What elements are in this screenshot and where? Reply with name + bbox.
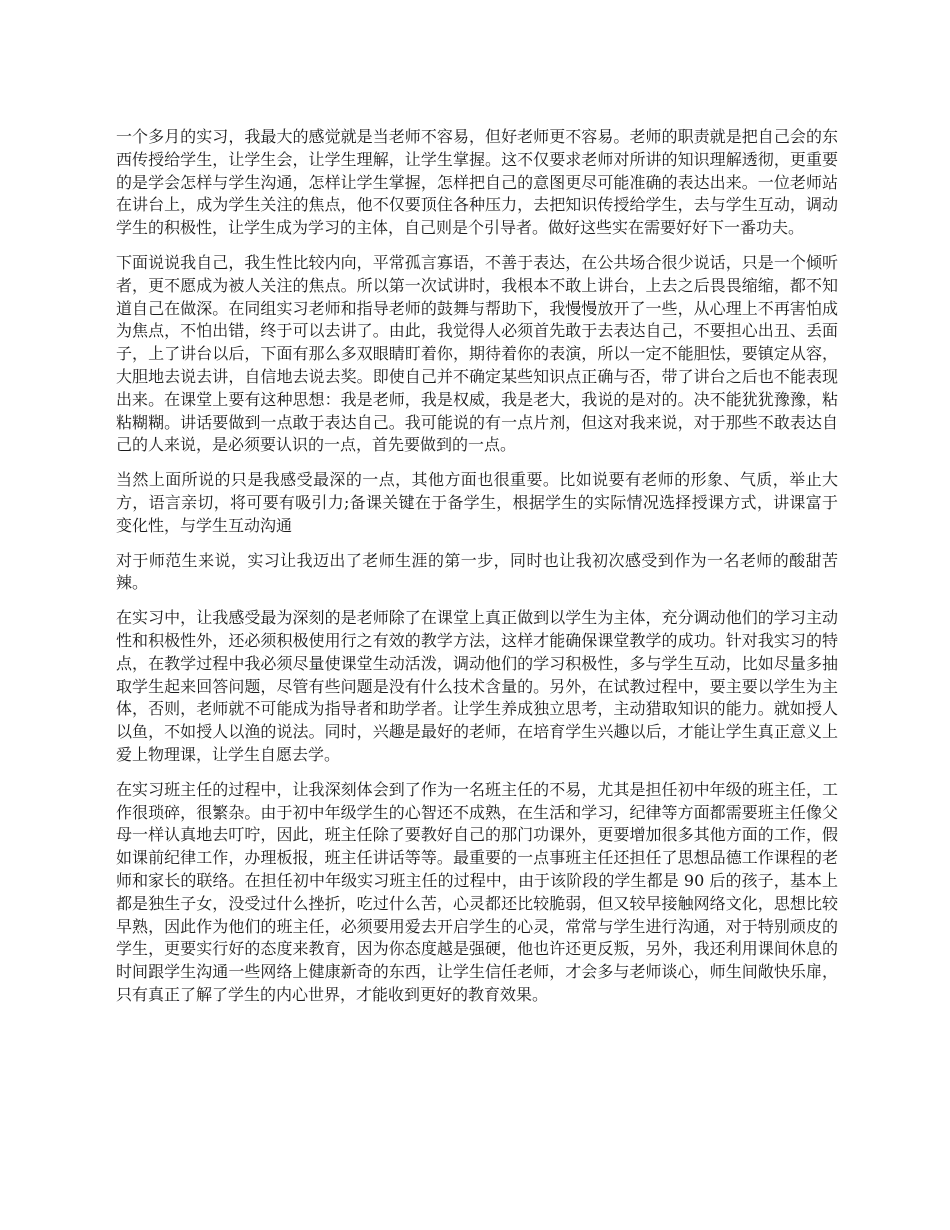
document-body xyxy=(116,126,838,1019)
paragraph-4: 对于师范生来说，实习让我迈出了老师生涯的第一步，同时也让我初次感受到作为一名老师的酸甜苦辣。 xyxy=(116,550,838,593)
paragraph-1: 一个多月的实习，我最大的感觉就是当老师不容易，但好老师更不容易。老师的职责就是把自己会的东西传授给学生，让学生会，让学生理解，让学生掌握。这不仅要求老师对所讲的知识理解透彻，更重要的是学会怎样与学生沟通，怎样让学生掌握，怎样把自己的意图更尽可能准确的表达出来。一位老师站在讲台上，成为学生关注的焦点，他不仅要顶住各种压力，去把知识传授给学生，去与学生互动，调动学生的积极性，让学生成为学习的主体，自己则是个引导者。做好这些实在需要好好下一番功夫。 xyxy=(116,127,838,238)
paragraph-2: 下面说说我自己，我生性比较内向，平常孤言寡语，不善于表达，在公共场合很少说话，只是一个倾听者，更不愿成为被人关注的焦点。所以第一次试讲时，我根本不敢上讲台，上去之后畏畏缩缩，都不知道自己在做深。在同组实习老师和指导老师的鼓舞与帮助下，我慢慢放开了一些，从心理上不再害怕成为焦点，不怕出错，终于可以去讲了。由此，我觉得人必须首先敢于去表达自己，不要担心出丑、丢面子，上了讲台以后，下面有那么多双眼睛盯着你，期待着你的表演，所以一定不能胆怯，要镇定从容，大胆地去说去讲，自信地去说去奖。即使自己并不确定某些知识点正确与否，带了讲台之后也不能表现出来。在课堂上要有这种思想：我是老师，我是权威，我是老大，我说的是对的。决不能犹犹豫豫，粘粘糊糊。讲话要做到一点敢于表达自己。我可能说的有一点片剂，但这对我来说，对于那些不敢表达自己的人来说，是必须要认识的一点，首先要做到的一点。 xyxy=(116,252,838,455)
paragraph-3: 当然上面所说的只是我感受最深的一点，其他方面也很重要。比如说要有老师的形象、气质，举止大方，语言亲切，将可要有吸引力;备课关键在于备学生，根据学生的实际情况选择授课方式，讲课富于变化性，与学生互动沟通 xyxy=(116,470,838,535)
paragraph-5: 在实习中，让我感受最为深刻的是老师除了在课堂上真正做到以学生为主体，充分调动他们的学习主动性和积极性外，还必须积极使用行之有效的教学方法，这样才能确保课堂教学的成功。针对我实习的特点，在教学过程中我必须尽量使课堂生动活泼，调动他们的学习积极性，多与学生互动，比如尽量多抽取学生起来回答问题，尽管有些问题是没有什么技术含量的。另外，在试教过程中，要主要以学生为主体，否则，老师就不可能成为指导者和助学者。让学生养成独立思考，主动猎取知识的能力。就如授人以鱼，不如授人以渔的说法。同时，兴趣是最好的老师，在培育学生兴趣以后，才能让学生真正意义上爱上物理课，让学生自愿去学。 xyxy=(116,608,838,764)
paragraph-6: 在实习班主任的过程中，让我深刻体会到了作为一名班主任的不易，尤其是担任初中年级的班主任，工作很琐碎，很繁杂。由于初中年级学生的心智还不成熟，在生活和学习，纪律等方面都需要班主任像父母一样认真地去叮咛，因此，班主任除了要教好自己的那门功课外，更要增加很多其他方面的工作，假如课前纪律工作，办理板报，班主任讲话等等。最重要的一点事班主任还担任了思想品德工作课程的老师和家长的联络。在担任初中年级实习班主任的过程中，由于该阶段的学生都是 90 后的孩子，基本上都是独生子女，没受过什么挫折，吃过什么苦，心灵都还比较脆弱，但又较早接触网络文化，思想比较早熟，因此作为他们的班主任，必须要用爱去开启学生的心灵，常常与学生进行沟通，对于特别顽皮的学生，更要实行好的态度来教育，因为你态度越是强硬，他也许还更反叛，另外，我还利用课间休息的时间跟学生沟通一些网络上健康新奇的东西，让学生信任老师，才会多与老师谈心，师生间敞快乐扉，只有真正了解了学生的内心世界，才能收到更好的教育效果。 xyxy=(116,779,838,1004)
